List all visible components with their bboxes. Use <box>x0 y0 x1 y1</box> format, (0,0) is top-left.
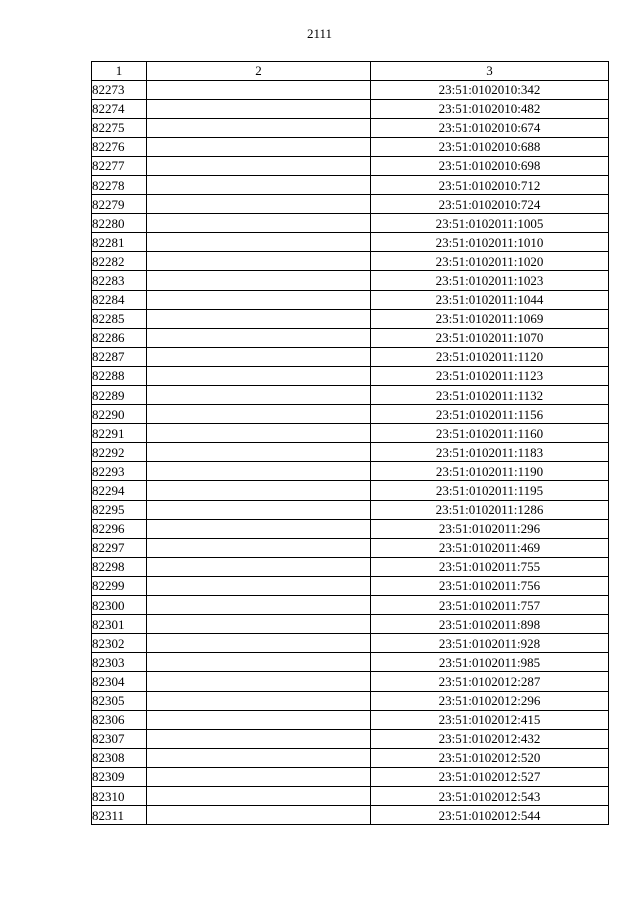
table-row <box>92 80 609 99</box>
cadastral-number-cell: 23:51:0102010:712 <box>371 175 609 194</box>
table-row <box>92 634 609 653</box>
column-2-cell <box>147 118 371 137</box>
cadastral-number-cell: 23:51:0102011:1195 <box>371 481 609 500</box>
cadastral-number-cell: 23:51:0102011:296 <box>371 519 609 538</box>
column-2-cell <box>147 328 371 347</box>
column-2-cell <box>147 786 371 805</box>
table-row <box>92 519 609 538</box>
table-row <box>92 500 609 519</box>
table-row <box>92 538 609 557</box>
row-number-cell: 82274 <box>92 99 147 118</box>
table-row <box>92 653 609 672</box>
column-2-cell <box>147 557 371 576</box>
column-2-cell <box>147 615 371 634</box>
cadastral-number-cell: 23:51:0102011:1183 <box>371 443 609 462</box>
cadastral-number-cell: 23:51:0102010:698 <box>371 156 609 175</box>
row-number-cell: 82291 <box>92 424 147 443</box>
column-2-cell <box>147 195 371 214</box>
column-2-cell <box>147 443 371 462</box>
table-row <box>92 462 609 481</box>
table-row <box>92 424 609 443</box>
row-number-cell: 82302 <box>92 634 147 653</box>
row-number-cell: 82277 <box>92 156 147 175</box>
column-2-cell <box>147 347 371 366</box>
column-2-cell <box>147 156 371 175</box>
row-number-cell: 82309 <box>92 767 147 786</box>
row-number-cell: 82303 <box>92 653 147 672</box>
column-2-cell <box>147 748 371 767</box>
table-row <box>92 99 609 118</box>
table-header <box>92 62 609 81</box>
table-row <box>92 767 609 786</box>
row-number-cell: 82282 <box>92 252 147 271</box>
column-2-cell <box>147 538 371 557</box>
cadastral-number-cell: 23:51:0102011:985 <box>371 653 609 672</box>
header-col-2: 2 <box>147 62 371 81</box>
column-2-cell <box>147 691 371 710</box>
cadastral-number-cell: 23:51:0102011:469 <box>371 538 609 557</box>
row-number-cell: 82284 <box>92 290 147 309</box>
table-row <box>92 443 609 462</box>
row-number-cell: 82278 <box>92 175 147 194</box>
cadastral-number-cell: 23:51:0102011:755 <box>371 557 609 576</box>
cadastral-number-cell: 23:51:0102011:1069 <box>371 309 609 328</box>
row-number-cell: 82296 <box>92 519 147 538</box>
cadastral-number-cell: 23:51:0102011:1190 <box>371 462 609 481</box>
header-col-1: 1 <box>92 62 147 81</box>
row-number-cell: 82285 <box>92 309 147 328</box>
row-number-cell: 82295 <box>92 500 147 519</box>
row-number-cell: 82308 <box>92 748 147 767</box>
row-number-cell: 82294 <box>92 481 147 500</box>
column-2-cell <box>147 233 371 252</box>
row-number-cell: 82301 <box>92 615 147 634</box>
table-row <box>92 233 609 252</box>
table-row <box>92 290 609 309</box>
table-row <box>92 252 609 271</box>
page-number: 2111 <box>306 26 333 41</box>
table-row <box>92 347 609 366</box>
cadastral-number-cell: 23:51:0102011:1020 <box>371 252 609 271</box>
cadastral-number-cell: 23:51:0102010:342 <box>371 80 609 99</box>
column-2-cell <box>147 366 371 385</box>
table-row <box>92 806 609 825</box>
table-row <box>92 596 609 615</box>
row-number-cell: 82279 <box>92 195 147 214</box>
cadastral-number-cell: 23:51:0102012:543 <box>371 786 609 805</box>
table-row <box>92 557 609 576</box>
cadastral-number-cell: 23:51:0102011:1132 <box>371 386 609 405</box>
column-2-cell <box>147 424 371 443</box>
row-number-cell: 82293 <box>92 462 147 481</box>
row-number-cell: 82276 <box>92 137 147 156</box>
table-row <box>92 481 609 500</box>
table-row <box>92 366 609 385</box>
table-body <box>92 80 609 825</box>
registry-table <box>91 61 609 825</box>
table-row <box>92 309 609 328</box>
row-number-cell: 82286 <box>92 328 147 347</box>
cadastral-number-cell: 23:51:0102011:1005 <box>371 214 609 233</box>
column-2-cell <box>147 500 371 519</box>
column-2-cell <box>147 214 371 233</box>
table-row <box>92 137 609 156</box>
cadastral-number-cell: 23:51:0102011:1286 <box>371 500 609 519</box>
row-number-cell: 82311 <box>92 806 147 825</box>
row-number-cell: 82273 <box>92 80 147 99</box>
table-row <box>92 328 609 347</box>
column-2-cell <box>147 462 371 481</box>
table-row <box>92 786 609 805</box>
column-2-cell <box>147 576 371 595</box>
column-2-cell <box>147 634 371 653</box>
table-row <box>92 672 609 691</box>
row-number-cell: 82287 <box>92 347 147 366</box>
row-number-cell: 82281 <box>92 233 147 252</box>
row-number-cell: 82290 <box>92 405 147 424</box>
row-number-cell: 82275 <box>92 118 147 137</box>
table-row <box>92 195 609 214</box>
cadastral-number-cell: 23:51:0102011:1044 <box>371 290 609 309</box>
table-row <box>92 175 609 194</box>
cadastral-number-cell: 23:51:0102012:520 <box>371 748 609 767</box>
row-number-cell: 82280 <box>92 214 147 233</box>
column-2-cell <box>147 519 371 538</box>
table-row <box>92 271 609 290</box>
cadastral-number-cell: 23:51:0102011:928 <box>371 634 609 653</box>
cadastral-number-cell: 23:51:0102010:724 <box>371 195 609 214</box>
cadastral-number-cell: 23:51:0102011:1160 <box>371 424 609 443</box>
table-row <box>92 691 609 710</box>
header-col-3: 3 <box>371 62 609 81</box>
column-2-cell <box>147 271 371 290</box>
cadastral-number-cell: 23:51:0102011:1070 <box>371 328 609 347</box>
column-2-cell <box>147 137 371 156</box>
column-2-cell <box>147 710 371 729</box>
table-row <box>92 214 609 233</box>
row-number-cell: 82283 <box>92 271 147 290</box>
column-2-cell <box>147 99 371 118</box>
column-2-cell <box>147 290 371 309</box>
cadastral-number-cell: 23:51:0102011:756 <box>371 576 609 595</box>
table-row <box>92 118 609 137</box>
table-row <box>92 710 609 729</box>
column-2-cell <box>147 309 371 328</box>
table-row <box>92 729 609 748</box>
row-number-cell: 82289 <box>92 386 147 405</box>
row-number-cell: 82292 <box>92 443 147 462</box>
cadastral-number-cell: 23:51:0102011:1156 <box>371 405 609 424</box>
row-number-cell: 82306 <box>92 710 147 729</box>
column-2-cell <box>147 405 371 424</box>
cadastral-number-cell: 23:51:0102010:674 <box>371 118 609 137</box>
cadastral-number-cell: 23:51:0102010:688 <box>371 137 609 156</box>
column-2-cell <box>147 386 371 405</box>
column-2-cell <box>147 729 371 748</box>
row-number-cell: 82307 <box>92 729 147 748</box>
column-2-cell <box>147 806 371 825</box>
column-2-cell <box>147 80 371 99</box>
header-row <box>92 62 609 81</box>
column-2-cell <box>147 252 371 271</box>
cadastral-number-cell: 23:51:0102012:432 <box>371 729 609 748</box>
cadastral-number-cell: 23:51:0102011:1120 <box>371 347 609 366</box>
row-number-cell: 82300 <box>92 596 147 615</box>
column-2-cell <box>147 653 371 672</box>
column-2-cell <box>147 672 371 691</box>
cadastral-number-cell: 23:51:0102011:1010 <box>371 233 609 252</box>
cadastral-number-cell: 23:51:0102012:527 <box>371 767 609 786</box>
cadastral-number-cell: 23:51:0102011:1123 <box>371 366 609 385</box>
cadastral-number-cell: 23:51:0102012:544 <box>371 806 609 825</box>
table-row <box>92 386 609 405</box>
table-row <box>92 576 609 595</box>
cadastral-number-cell: 23:51:0102011:898 <box>371 615 609 634</box>
table-row <box>92 615 609 634</box>
row-number-cell: 82299 <box>92 576 147 595</box>
row-number-cell: 82297 <box>92 538 147 557</box>
row-number-cell: 82310 <box>92 786 147 805</box>
cadastral-number-cell: 23:51:0102011:757 <box>371 596 609 615</box>
row-number-cell: 82298 <box>92 557 147 576</box>
row-number-cell: 82305 <box>92 691 147 710</box>
column-2-cell <box>147 481 371 500</box>
table-row <box>92 405 609 424</box>
row-number-cell: 82304 <box>92 672 147 691</box>
table-row <box>92 156 609 175</box>
cadastral-number-cell: 23:51:0102011:1023 <box>371 271 609 290</box>
row-number-cell: 82288 <box>92 366 147 385</box>
column-2-cell <box>147 596 371 615</box>
cadastral-number-cell: 23:51:0102012:287 <box>371 672 609 691</box>
cadastral-number-cell: 23:51:0102010:482 <box>371 99 609 118</box>
column-2-cell <box>147 767 371 786</box>
cadastral-number-cell: 23:51:0102012:415 <box>371 710 609 729</box>
table-row <box>92 748 609 767</box>
cadastral-number-cell: 23:51:0102012:296 <box>371 691 609 710</box>
column-2-cell <box>147 175 371 194</box>
